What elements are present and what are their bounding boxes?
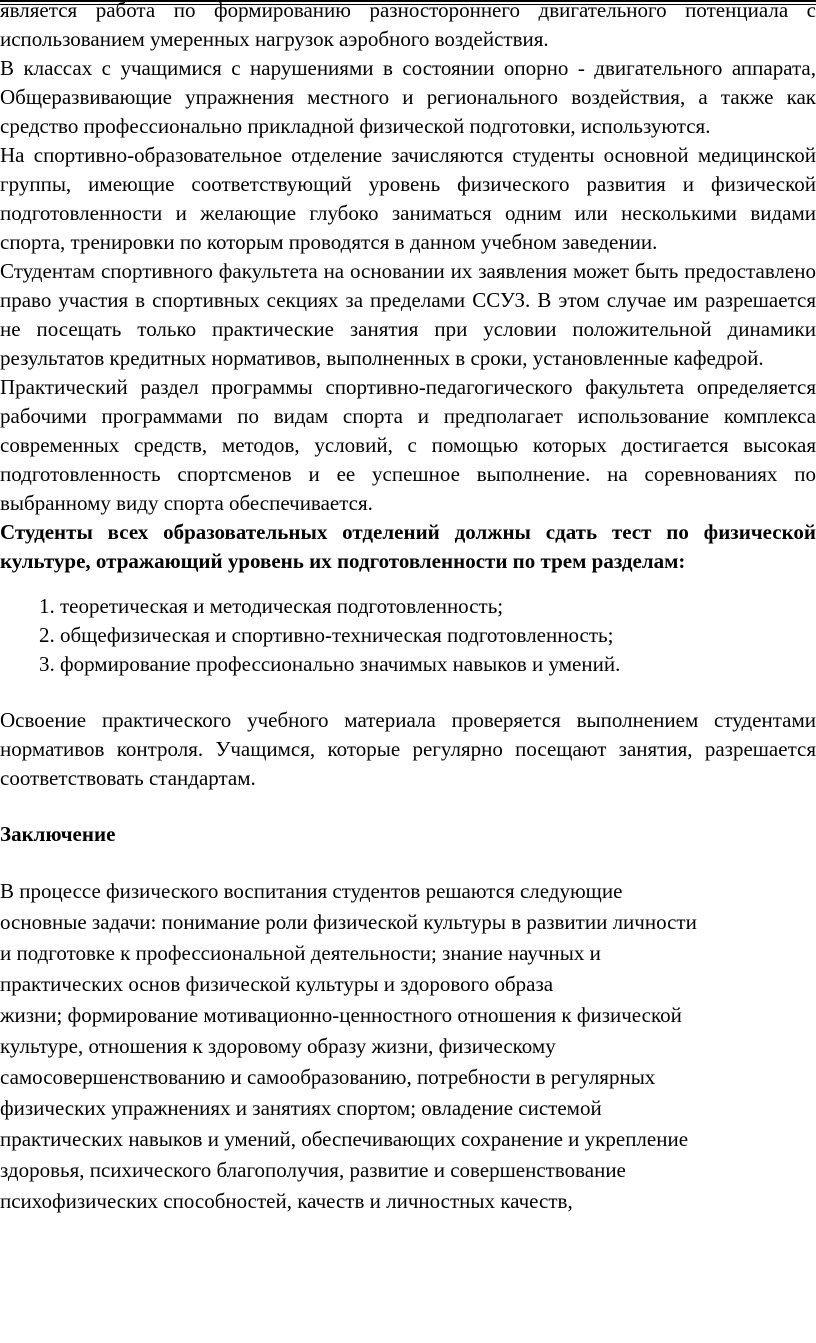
conclusion-line: и подготовке к профессиональной деятельности; знание научных и bbox=[0, 941, 601, 965]
bold-test-statement: Студенты всех образовательных отделений должны сдать тест по физической культуре, отражающий уровень их подготовленности по трем разделам: bbox=[0, 520, 816, 573]
conclusion-line: практических навыков и умений, обеспечивающих сохранение и укрепление bbox=[0, 1127, 689, 1151]
conclusion-line: В процессе физического воспитания студентов решаются следующие bbox=[0, 879, 623, 903]
conclusion-line: самосовершенствованию и самообразованию, потребности в регулярных bbox=[0, 1065, 656, 1089]
conclusion-line: здоровья, психического благополучия, развитие и совершенствование bbox=[0, 1158, 626, 1182]
test-sections-list bbox=[0, 592, 816, 679]
list-item: 3. формирование профессионально значимых навыков и умений. bbox=[60, 650, 816, 679]
paragraph-aerobic: является работа по формированию разностороннего двигательного потенциала с использованием умеренных нагрузок аэробного воздействия. bbox=[0, 0, 816, 51]
conclusion-line: физических упражнениях и занятиях спортом; овладение системой bbox=[0, 1096, 602, 1120]
list-item: 1. теоретическая и методическая подготовленность; bbox=[60, 592, 816, 621]
conclusion-body bbox=[0, 876, 816, 1217]
paragraph-practical-material: Освоение практического учебного материала проверяется выполнением студентами нормативов контроля. Учащимся, которые регулярно посещают занятия, разрешается соответствовать стандартам. bbox=[0, 708, 816, 790]
list-item: 2. общефизическая и спортивно-техническая подготовленность; bbox=[60, 621, 816, 650]
conclusion-line: жизни; формирование мотивационно-ценностного отношения к физической bbox=[0, 1003, 682, 1027]
paragraph-musculoskeletal-classes: В классах с учащимися с нарушениями в состоянии опорно - двигательного аппарата, Общеразвивающие упражнения местного и регионального воздействия, а также как средство профессионально прикладной физической подготовки, используются. bbox=[0, 56, 816, 138]
conclusion-line: практических основ физической культуры и здорового образа bbox=[0, 972, 554, 996]
conclusion-line: психофизических способностей, качеств и личностных качеств, bbox=[0, 1189, 573, 1213]
paragraph-practical-section: Практический раздел программы спортивно-педагогического факультета определяется рабочими программами по видам спорта и предполагает использование комплекса современных средств, методов, условий, с помощью которых достигается высокая подготовленность спортсменов и ее успешное выполнение. на соревнованиях по выбранному виду спорта обеспечивается. bbox=[0, 375, 816, 515]
conclusion-line: культуре, отношения к здоровому образу жизни, физическому bbox=[0, 1034, 556, 1058]
conclusion-line: основные задачи: понимание роли физической культуры в развитии личности bbox=[0, 910, 697, 934]
paragraph-sports-department: На спортивно-образовательное отделение зачисляются студенты основной медицинской группы, имеющие соответствующий уровень физического развития и физической подготовленности и желающие глубоко заниматься одним или несколькими видами спорта, тренировки по которым проводятся в данном учебном заведении. bbox=[0, 143, 816, 254]
paragraph-sports-faculty-students: Студентам спортивного факультета на основании их заявления может быть предоставлено право участия в спортивных секциях за пределами ССУЗ. В этом случае им разрешается не посещать только практические занятия при условии положительной динамики результатов кредитных нормативов, выполненных в сроки, установленные кафедрой. bbox=[0, 259, 816, 370]
conclusion-heading: Заключение bbox=[0, 822, 116, 846]
